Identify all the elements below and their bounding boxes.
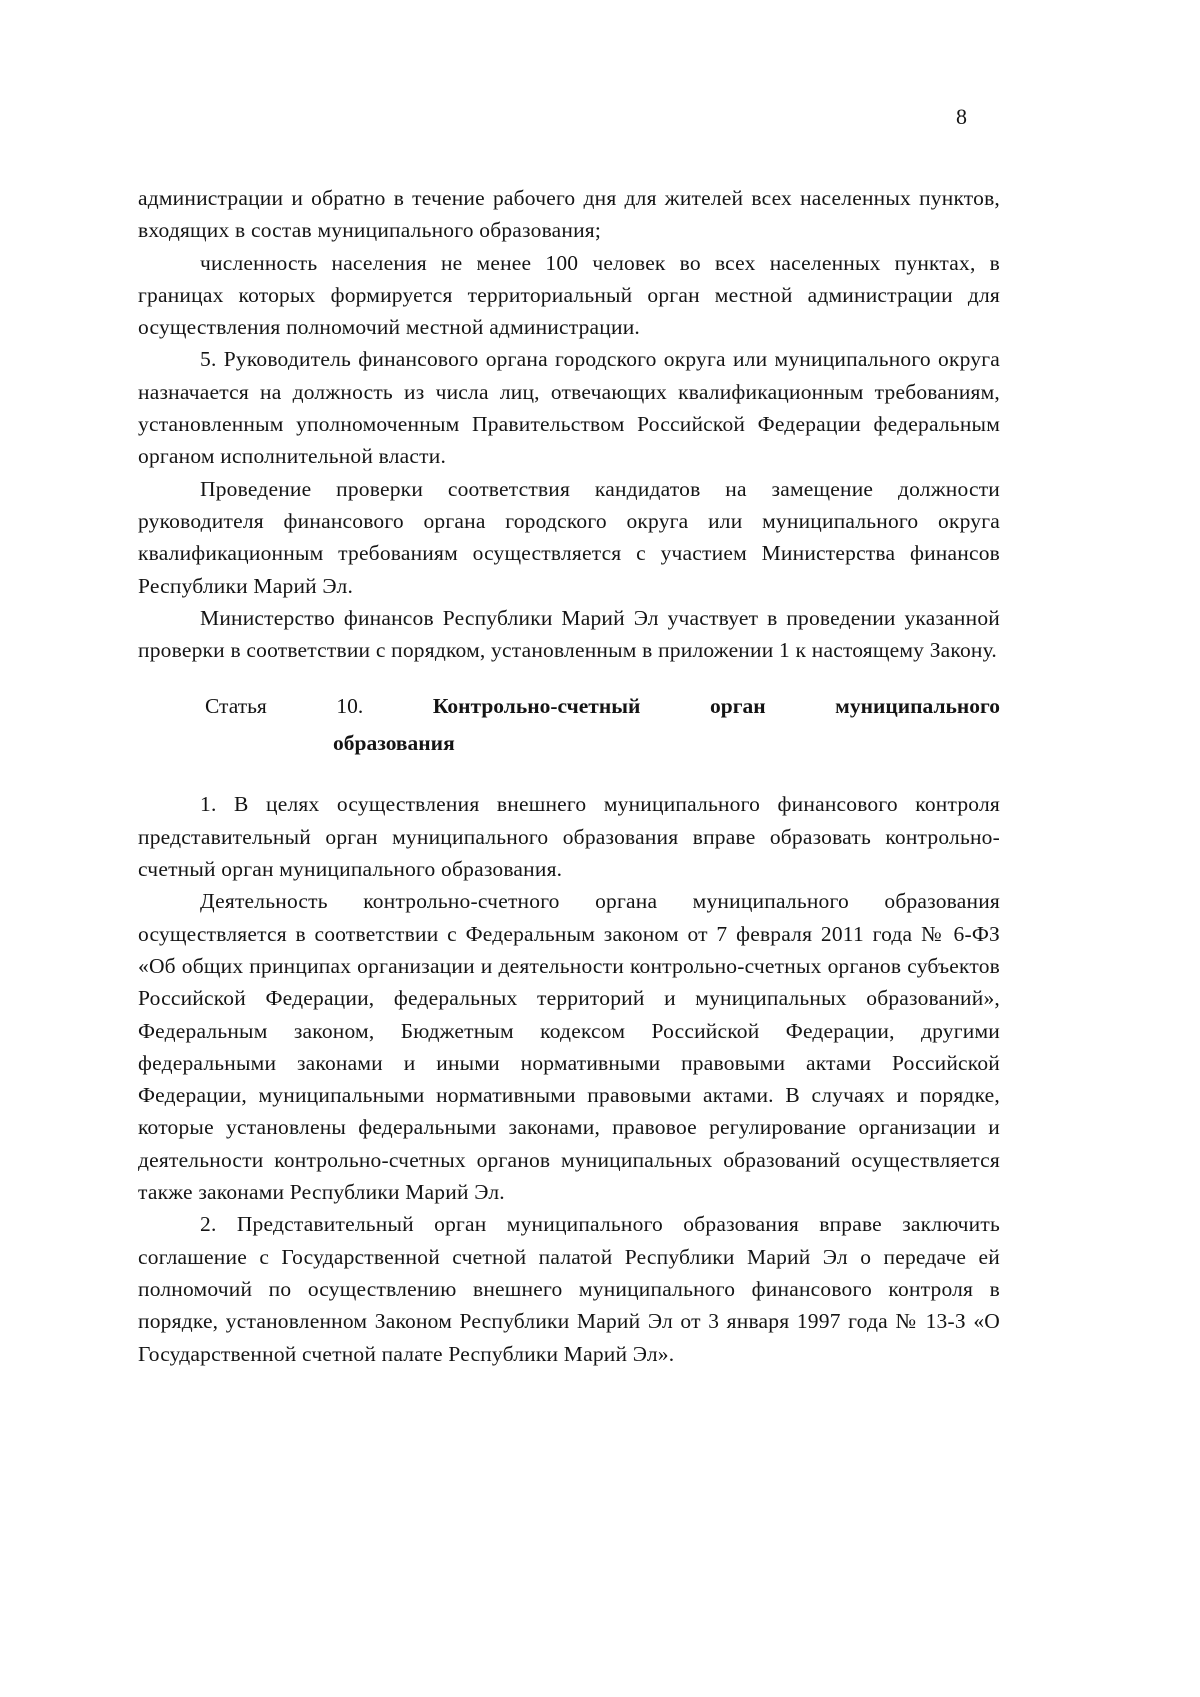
article-heading	[205, 688, 1001, 762]
body-paragraph: 5. Руководитель финансового органа городского округа или муниципального округа назначается на должность из числа лиц, отвечающих квалификационным требованиям, установленным уполномоченным Правительством Российской Федерации федеральным органом исполнительной власти.	[138, 347, 1000, 469]
page-content	[138, 182, 1000, 1370]
body-paragraph: Проведение проверки соответствия кандидатов на замещение должности руководителя финансового органа городского округа или муниципального округа квалификационным требованиям осуществляется с участием Министерства финансов Республики Марий Эл.	[138, 476, 1000, 598]
page-number: 8	[956, 104, 967, 129]
body-paragraph: 2. Представительный орган муниципального образования вправе заключить соглашение с Государственной счетной палатой Республики Марий Эл о передаче ей полномочий по осуществлению внешнего муниципального финансового контроля в порядке, установленном Законом Республики Марий Эл от 3 января 1997 года № 13-З «О Государственной счетной палате Республики Марий Эл».	[138, 1212, 1000, 1366]
body-paragraph: Деятельность контрольно-счетного органа муниципального образования осуществляется в соответствии с Федеральным законом от 7 февраля 2011 года № 6-ФЗ «Об общих принципах организации и деятельности контрольно-счетных органов субъектов Российской Федерации, федеральных территорий и муниципальных образований», Федеральным законом, Бюджетным кодексом Российской Федерации, другими федеральными законами и иными нормативными правовыми актами Российской Федерации, муниципальными нормативными правовыми актами. В случаях и порядке, которые установлены федеральными законами, правовое регулирование организации и деятельности контрольно-счетных органов муниципальных образований осуществляется также законами Республики Марий Эл.	[138, 889, 1000, 1205]
article-title: Контрольно-счетный орган муниципального образования	[333, 694, 1001, 756]
article-number-label: Статья 10.	[205, 694, 364, 719]
body-paragraph: Министерство финансов Республики Марий Эл участвует в проведении указанной проверки в соответствии с порядком, установленным в приложении 1 к настоящему Закону.	[138, 605, 1000, 663]
body-paragraph: численность населения не менее 100 человек во всех населенных пунктах, в границах которых формируется территориальный орган местной администрации для осуществления полномочий местной администрации.	[138, 250, 1000, 340]
body-paragraph: администрации и обратно в течение рабочего дня для жителей всех населенных пунктов, входящих в состав муниципального образования;	[138, 186, 1000, 243]
body-paragraph: 1. В целях осуществления внешнего муниципального финансового контроля представительный орган муниципального образования вправе образовать контрольно-счетный орган муниципального образования.	[138, 792, 1000, 882]
